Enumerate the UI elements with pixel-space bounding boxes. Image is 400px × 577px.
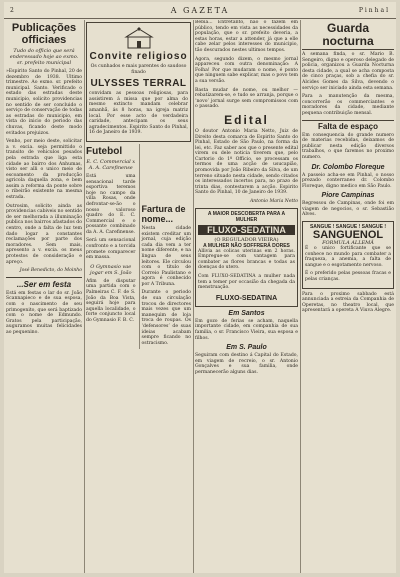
article-paragraph: Para a manutenção da mesma, concorrerão os commerciantes e moradores da cidade, mediante pequena contribuição mensal. [302,94,394,116]
ad-headline: A MAIOR DESCOBERTA PARA A MULHER [207,210,286,223]
column-rule [193,20,194,573]
article-paragraph: Está uma sensacional tarde esportiva teremos hoje no campo da villa Rosas, onde defrontar-se-ão o nosso valoroso quadro do E. C. Commercial e o possante combinado da A. A. Carefinense. [86,173,136,235]
article-paragraph: Em gozo de ferias se acham, naquella importante cidade, em companhia de sua familia, o sr. Francisco Vieira, sua esposa e filhos. [195,318,298,341]
edital-title: Edital [224,112,269,127]
article-paragraph: Será um sensacional confronto e a torcida promete comparecer em massa. [86,238,136,261]
article-paragraph: Agora, segundo dizem, o mesmo jornal appareceu com outra denominação: A Folha! Por que mudaram o nome, é ponto que ninguem sabe explicar, mas o povo tem a sua versão. [195,56,298,84]
article-paragraph: Para o proximo sabbado está annunciada a estreia da Companhia de Operetas, no theatro local, que apresentará a opereta A Viuva Alegre. [302,291,394,314]
newspaper-page [4,2,396,573]
ad-paragraph: É o preferido pelas pessoas fracas e pelas crianças. [305,271,391,283]
article-paragraph: A passeio acha-se em Pinhal, o nosso prezado conterraneo dr. Colombo Floreque, digno medico em São Paulo. [302,172,394,189]
deceased-name: ULYSSES TERRAL [90,78,187,90]
section-heading: Piore Campinas [321,192,375,200]
ad-paragraph: É o unico fortificante que se conhece no mundo para combater a fraqueza, a anemia, a falta de sangue e o esgotamento nervoso. [305,246,391,268]
fartura-title: Fartura de nome... [141,203,186,224]
ad-headline: SANGUE ! SANGUE ! SANGUE ! [309,224,387,231]
section-heading: Falta de espaço [302,120,394,131]
ad-headline: A MULHER NÃO SOFFRERÁ DORES [203,242,290,249]
column-rule [300,20,301,573]
religious-notice-title: Convite religioso [89,51,188,62]
article-paragraph: Está em festas o lar do sr. João Scannapieco e de sua esposa, com o nascimento de seu primogenito, que será baptizado com o nome de Edmundo. Gratos pela participação, auguramos muitas felicidades ao pequenino. [6,290,82,335]
religious-notice-body: convidam as pessoas religiosas, para assistirem á missa que por alma do mesmo extincto mandam celebrar amanhã, ás 8 horas, na igreja matriz local. Por esse acto de verdadeira caridade, antecipam os seus agradecimentos. Espirito Santo do Pinhal, 16 de Janeiro de 1939. [89,91,188,136]
column-2 [86,20,191,573]
football-subtitle: E. C. Commercial x A. A. Carefinense [86,158,136,171]
edital-signature: Antonio Maria Netto [249,199,298,205]
page-number: 2 [10,6,16,14]
fluxo-sedatina-ad [195,208,298,307]
ad-brand: SANGUENOL [312,229,384,242]
ad-tagline: (O REGULADOR VIEIRA) [214,236,279,243]
religious-notice-box [86,22,191,142]
section-heading: Em Santos [228,309,265,317]
football-column [86,144,136,349]
article-paragraph: Nesta cidade existem creditar um jornal, cuja edição cada dia vem a ter nome diferente, e na lingua de seus leitores. Ele circulou com o titulo de Correio Paulistano e agora é conhecido por A Tribuna. [141,225,191,287]
article-paragraph: Regressou de Campinas, onde foi em viagem de negocios, o sr. Sebastião Alves. [302,201,394,218]
article-paragraph: »Espirito Santo do Pinhal, 20 de dezembro de 1938. Ultimo trimestre. Ao exmo. sr. prefeito municipal. Santo. Verificado o estado das estradas deste municipio, solicito providencias no sentido de ser concluido o serviço de conservação de todas as estradas do municipio, em vista do inicio do periodo das chuvas, ficando deste modo evitados prejuizos. [6,69,82,136]
church-emblem-icon [124,27,154,49]
ad-paragraph: Com FLUXO-SEDATINA a mulher nada tem a temer por occasião da chegada da menstruação. [198,274,295,291]
article-paragraph: A semana finda, o sr. Mario B. Sengeiro, digno e operoso delegado de policia, organizou a Guarda Nocturna desta cidade, a qual se acha composta de cinco praças, sob a chefia do sr. Alcides Gomes da Silva, devendo o serviço ser iniciado ainda esta semana. [302,52,394,91]
column-rule [84,20,85,573]
religious-notice-lead: Os cunhados e mais parentes do saudoso finado [90,64,187,75]
header-location: Pinhal [358,6,390,14]
article-paragraph: Em consequencia do grande numero de materias recebidas, deixamos de publicar nesta edição diversos trabalhos, o que faremos no proximo numero. [302,132,394,160]
section-heading: ...Ser em festa [16,279,72,289]
football-title: Futebol [86,145,123,157]
masthead-title: A GAZETA [170,5,230,15]
article-paragraph: Bebia... Entretanto, não o fazem em público, tendo em vista as necessidades da população, que o sr. prefeito deveria, a estas horas, estar a attender, já que a elle cabe zelar pelos interesses do municipio, tão descurados nestes ultimos tempos. [195,20,298,53]
section-divider [6,277,82,278]
section-heading: Em S. Paulo [226,344,267,352]
official-publications-subtitle: Tudo do officio que será enderessado hoje ao exmo. sr. prefeito municipal [9,48,79,66]
page-header [4,2,396,19]
column-3 [195,20,298,573]
sanguenol-ad [302,221,394,289]
ad-brand: FLUXO-SEDATINA [198,225,295,235]
fartura-column [139,144,192,349]
article-paragraph: Durante o periodo de sua circulação trocou de directores mais vezes que um manequim de loja troca de roupas. Os ‘defensores’ de suas ideias acabam sempre ficando no ostracismo. [141,290,191,346]
section-heading: Dr. Colombo Floreque [311,163,385,171]
football-subtitle: O Gymnasio vae jogar em S. João [90,263,132,276]
article-paragraph: Basta mudar de nome, ou melhor — rebatizarem-se, e tudo se arranja, porque o ‘novo’ jornal surge sem compromissos com o passado. [195,87,298,110]
article-paragraph: Venho, por meio deste, solicitar a v. excia. seja permittido o transito de vehiculos pesados pela estrada que liga esta cidade ao bairro dos Anhumas, visto ser alli o unico meio de escoamento da producção agricola daquella zona, e bem assim a reforma da ponte sobre o ribeirão existente na mesma estrada. [6,139,82,201]
night-guard-title: Guarda nocturna [302,22,394,50]
ad-brand: FLUXO-SEDATINA [215,294,278,302]
ad-paragraph: Allivia as colicas uterinas em 2 horas. Empregue-se com vantagem para combater as flores brancas e todas as doenças do utero. [198,248,295,271]
article-paragraph: Afim de disputar uma partida com o Palmeiras C. F. de S. João da Boa Vista, seguirá hoje para aquella localidade, o forte conjuncto local do Gymnasio F. B. C. [86,278,136,323]
ad-tagline: FORMULA ALLEMÃ [322,240,374,247]
column-1 [6,20,82,573]
edital-paragraph: O doutor Antonio Maria Netto, Juiz de Direito desta comarca de Espirito Santo do Pinhal, Estado de São Paulo, na forma da lei, etc. Faz saber aos que o presente edital virem ou dele noticia tiverem que, pelo Cartorio do 1º Officio, se processam os termos de uma acção de usucapião, promovida por João Ribeiro da Silva, de um terreno situado nesta cidade, sendo citados os interessados incertos para, no prazo de trinta dias, contestarem a acção. Espirito Santo do Pinhal, 10 de Janeiro de 1939. [195,128,298,196]
official-publications-title: Publicações officiaes [11,22,77,46]
article-paragraph: Seguiram com destino á Capital do Estado, em viagem de recreio, o sr. Antonio Gonçalves e sua familia, onde permanecerão alguns dias. [195,353,298,375]
article-signature: José Benedicto, do Moinho [19,268,82,274]
column-4 [302,20,394,573]
article-paragraph: Outrosim, solicito ainda as providencias cabiveis no sentido de ser melhorada a illuminação publica nos bairros afastados do centro, onde a falta de luz tem dado logar a constantes reclamações por parte dos moradores. Sem mais, apresento a v. excia. os meus protestos de consideração e apreço. [6,203,82,265]
